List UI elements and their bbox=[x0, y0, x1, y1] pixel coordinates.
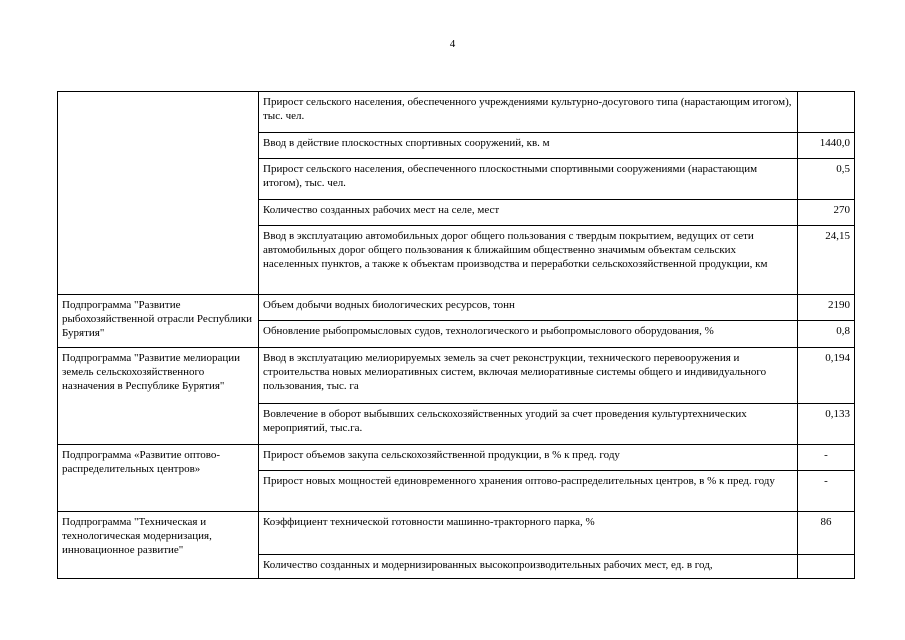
value-cell: - bbox=[798, 471, 855, 512]
value-cell: 1440,0 bbox=[798, 133, 855, 159]
page-number: 4 bbox=[449, 38, 456, 50]
value-cell: 270 bbox=[798, 200, 855, 226]
value-cell: 86 bbox=[798, 512, 855, 555]
indicator-cell: Ввод в эксплуатацию мелиорируемых земель за счет реконструкции, технического перевооружения и строительства новых мелиоративных систем, включая мелиоративные системы общего и индивидуального пользования, тыс. га bbox=[259, 348, 798, 404]
subprogram-cell: Подпрограмма "Развитие рыбохозяйственной отрасли Республики Бурятия" bbox=[58, 295, 259, 348]
indicator-cell: Объем добычи водных биологических ресурсов, тонн bbox=[259, 295, 798, 321]
table-row bbox=[58, 295, 855, 321]
indicators-table bbox=[57, 91, 855, 579]
indicator-cell: Прирост сельского населения, обеспеченного учреждениями культурно-досугового типа (нарастающим итогом), тыс. чел. bbox=[259, 92, 798, 133]
indicator-cell: Ввод в действие плоскостных спортивных сооружений, кв. м bbox=[259, 133, 798, 159]
value-cell: - bbox=[798, 445, 855, 471]
value-cell: 0,8 bbox=[798, 321, 855, 348]
table-row bbox=[58, 445, 855, 471]
indicator-cell: Обновление рыбопромысловых судов, технологического и рыбопромыслового оборудования, % bbox=[259, 321, 798, 348]
indicator-cell: Прирост объемов закупа сельскохозяйственной продукции, в % к пред. году bbox=[259, 445, 798, 471]
value-cell: 0,194 bbox=[798, 348, 855, 404]
indicator-cell: Количество созданных рабочих мест на селе, мест bbox=[259, 200, 798, 226]
value-cell: 24,15 bbox=[798, 226, 855, 295]
indicator-cell: Вовлечение в оборот выбывших сельскохозяйственных угодий за счет проведения культуртехнических мероприятий, тыс.га. bbox=[259, 404, 798, 445]
value-cell: 0,5 bbox=[798, 159, 855, 200]
indicator-cell: Количество созданных и модернизированных высокопроизводительных рабочих мест, ед. в год, bbox=[259, 555, 798, 579]
indicator-cell: Ввод в эксплуатацию автомобильных дорог общего пользования с твердым покрытием, ведущих от сети автомобильных дорог общего пользования к ближайшим общественно значимым объектам сельских населенных пунктов, а также к объектам производства и переработки сельскохозяйственной продукции, км bbox=[259, 226, 798, 295]
subprogram-cell: Подпрограмма "Техническая и технологическая модернизация, инновационное развитие" bbox=[58, 512, 259, 579]
subprogram-cell: Подпрограмма "Развитие мелиорации земель сельскохозяйственного назначения в Республике Бурятия" bbox=[58, 348, 259, 445]
value-cell bbox=[798, 92, 855, 133]
subprogram-cell: Подпрограмма «Развитие оптово-распределительных центров» bbox=[58, 445, 259, 512]
indicator-cell: Прирост сельского населения, обеспеченного плоскостными спортивными сооружениями (нарастающим итогом), тыс. чел. bbox=[259, 159, 798, 200]
value-cell: 2190 bbox=[798, 295, 855, 321]
subprogram-cell bbox=[58, 92, 259, 295]
value-cell: 0,133 bbox=[798, 404, 855, 445]
indicator-cell: Прирост новых мощностей единовременного хранения оптово-распределительных центров, в % к пред. году bbox=[259, 471, 798, 512]
table-row bbox=[58, 512, 855, 555]
table-row bbox=[58, 92, 855, 133]
indicator-cell: Коэффициент технической готовности машинно-тракторного парка, % bbox=[259, 512, 798, 555]
value-cell bbox=[798, 555, 855, 579]
table-row bbox=[58, 348, 855, 404]
